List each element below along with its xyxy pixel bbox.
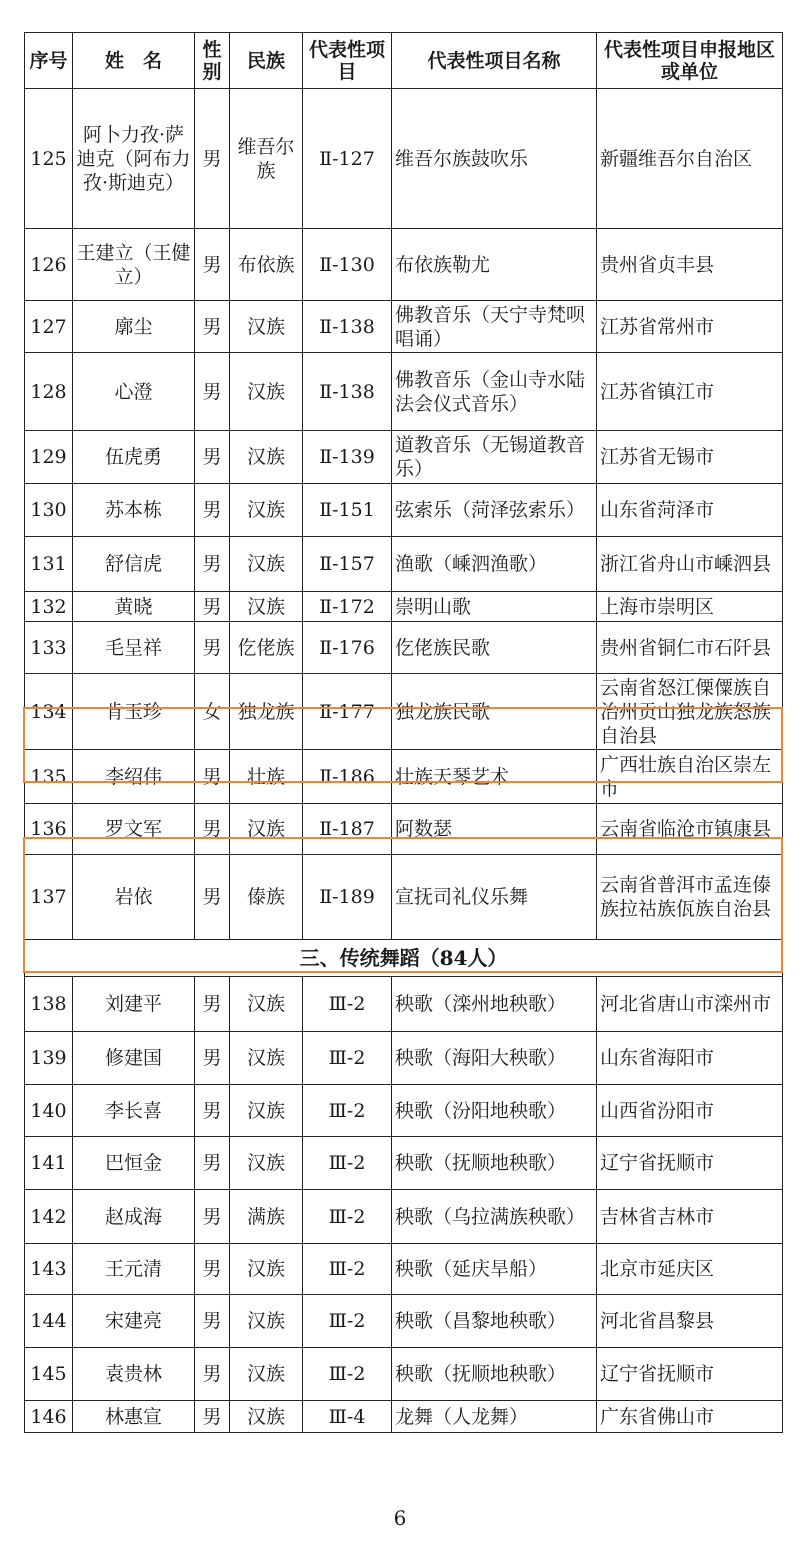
page-number: 6 xyxy=(393,1506,407,1530)
cell-region: 辽宁省抚顺市 xyxy=(597,1137,783,1190)
inheritors-table xyxy=(24,32,783,1433)
cell-ethnicity: 汉族 xyxy=(230,804,303,855)
cell-name: 李绍伟 xyxy=(73,750,195,804)
cell-region: 河北省唐山市滦州市 xyxy=(597,977,783,1032)
cell-no: 139 xyxy=(25,1032,73,1085)
cell-code: Ⅱ-187 xyxy=(303,804,392,855)
table-body-music xyxy=(25,89,783,940)
cell-region: 广东省佛山市 xyxy=(597,1401,783,1433)
cell-project: 秧歌（乌拉满族秧歌） xyxy=(392,1190,597,1244)
cell-no: 130 xyxy=(25,484,73,537)
table-row xyxy=(25,353,783,431)
cell-gender: 男 xyxy=(195,592,230,622)
cell-gender: 男 xyxy=(195,1032,230,1085)
cell-ethnicity: 汉族 xyxy=(230,1348,303,1401)
cell-gender: 男 xyxy=(195,622,230,674)
cell-name: 肯玉珍 xyxy=(73,674,195,750)
table-row xyxy=(25,855,783,940)
cell-gender: 男 xyxy=(195,89,230,229)
cell-no: 131 xyxy=(25,537,73,592)
cell-no: 132 xyxy=(25,592,73,622)
cell-region: 江苏省镇江市 xyxy=(597,353,783,431)
table-row xyxy=(25,1190,783,1244)
cell-code: Ⅲ-2 xyxy=(303,977,392,1032)
cell-region: 广西壮族自治区崇左市 xyxy=(597,750,783,804)
cell-no: 134 xyxy=(25,674,73,750)
cell-ethnicity: 仡佬族 xyxy=(230,622,303,674)
cell-name: 林惠宣 xyxy=(73,1401,195,1433)
cell-code: Ⅲ-2 xyxy=(303,1348,392,1401)
cell-gender: 男 xyxy=(195,1295,230,1348)
cell-project: 秧歌（延庆旱船） xyxy=(392,1244,597,1295)
cell-ethnicity: 汉族 xyxy=(230,431,303,484)
cell-code: Ⅱ-176 xyxy=(303,622,392,674)
cell-no: 144 xyxy=(25,1295,73,1348)
cell-project: 弦索乐（菏泽弦索乐） xyxy=(392,484,597,537)
cell-region: 贵州省贞丰县 xyxy=(597,229,783,301)
cell-name: 赵成海 xyxy=(73,1190,195,1244)
cell-region: 贵州省铜仁市石阡县 xyxy=(597,622,783,674)
cell-name: 岩依 xyxy=(73,855,195,940)
header-code: 代表性项目 xyxy=(303,33,392,89)
cell-gender: 男 xyxy=(195,1190,230,1244)
cell-ethnicity: 满族 xyxy=(230,1190,303,1244)
header-project: 代表性项目名称 xyxy=(392,33,597,89)
cell-gender: 男 xyxy=(195,750,230,804)
cell-code: Ⅱ-186 xyxy=(303,750,392,804)
cell-region: 新疆维吾尔自治区 xyxy=(597,89,783,229)
cell-code: Ⅱ-139 xyxy=(303,431,392,484)
cell-code: Ⅱ-157 xyxy=(303,537,392,592)
cell-project: 维吾尔族鼓吹乐 xyxy=(392,89,597,229)
cell-name: 李长喜 xyxy=(73,1085,195,1137)
cell-ethnicity: 汉族 xyxy=(230,353,303,431)
table-row xyxy=(25,484,783,537)
cell-region: 浙江省舟山市嵊泗县 xyxy=(597,537,783,592)
cell-name: 王元清 xyxy=(73,1244,195,1295)
section-row xyxy=(25,940,783,977)
cell-code: Ⅱ-189 xyxy=(303,855,392,940)
table-row xyxy=(25,750,783,804)
table-row xyxy=(25,431,783,484)
cell-project: 佛教音乐（金山寺水陆法会仪式音乐） xyxy=(392,353,597,431)
cell-no: 138 xyxy=(25,977,73,1032)
cell-region: 云南省怒江傈僳族自治州贡山独龙族怒族自治县 xyxy=(597,674,783,750)
cell-region: 江苏省无锡市 xyxy=(597,431,783,484)
cell-ethnicity: 汉族 xyxy=(230,1085,303,1137)
cell-project: 壮族天琴艺术 xyxy=(392,750,597,804)
cell-ethnicity: 汉族 xyxy=(230,592,303,622)
cell-region: 上海市崇明区 xyxy=(597,592,783,622)
cell-ethnicity: 汉族 xyxy=(230,1401,303,1433)
cell-name: 罗文军 xyxy=(73,804,195,855)
cell-ethnicity: 壮族 xyxy=(230,750,303,804)
cell-name: 心澄 xyxy=(73,353,195,431)
cell-project: 秧歌（抚顺地秧歌） xyxy=(392,1137,597,1190)
cell-name: 阿卜力孜·萨迪克（阿布力孜·斯迪克） xyxy=(73,89,195,229)
cell-no: 133 xyxy=(25,622,73,674)
cell-region: 云南省普洱市孟连傣族拉祜族佤族自治县 xyxy=(597,855,783,940)
cell-region: 吉林省吉林市 xyxy=(597,1190,783,1244)
cell-no: 127 xyxy=(25,301,73,353)
cell-region: 辽宁省抚顺市 xyxy=(597,1348,783,1401)
cell-ethnicity: 汉族 xyxy=(230,977,303,1032)
cell-gender: 男 xyxy=(195,1401,230,1433)
cell-gender: 男 xyxy=(195,804,230,855)
cell-no: 129 xyxy=(25,431,73,484)
cell-region: 山东省菏泽市 xyxy=(597,484,783,537)
cell-gender: 男 xyxy=(195,229,230,301)
cell-no: 137 xyxy=(25,855,73,940)
cell-gender: 女 xyxy=(195,674,230,750)
cell-code: Ⅲ-2 xyxy=(303,1085,392,1137)
table-row xyxy=(25,674,783,750)
cell-code: Ⅲ-2 xyxy=(303,1032,392,1085)
cell-gender: 男 xyxy=(195,431,230,484)
header-no: 序号 xyxy=(25,33,73,89)
cell-name: 黄晓 xyxy=(73,592,195,622)
cell-ethnicity: 汉族 xyxy=(230,1137,303,1190)
cell-project: 渔歌（嵊泗渔歌） xyxy=(392,537,597,592)
section-dance xyxy=(25,940,783,977)
cell-gender: 男 xyxy=(195,301,230,353)
header-name: 姓 名 xyxy=(73,33,195,89)
header-gender: 性别 xyxy=(195,33,230,89)
cell-gender: 男 xyxy=(195,1348,230,1401)
cell-name: 袁贵林 xyxy=(73,1348,195,1401)
cell-code: Ⅱ-151 xyxy=(303,484,392,537)
cell-gender: 男 xyxy=(195,855,230,940)
cell-code: Ⅲ-2 xyxy=(303,1190,392,1244)
table-row xyxy=(25,1137,783,1190)
cell-project: 秧歌（汾阳地秧歌） xyxy=(392,1085,597,1137)
cell-project: 宣抚司礼仪乐舞 xyxy=(392,855,597,940)
cell-project: 道教音乐（无锡道教音乐） xyxy=(392,431,597,484)
cell-ethnicity: 汉族 xyxy=(230,1295,303,1348)
table-row xyxy=(25,1295,783,1348)
cell-ethnicity: 傣族 xyxy=(230,855,303,940)
cell-project: 佛教音乐（天宁寺梵呗唱诵） xyxy=(392,301,597,353)
cell-ethnicity: 汉族 xyxy=(230,301,303,353)
cell-no: 126 xyxy=(25,229,73,301)
cell-gender: 男 xyxy=(195,484,230,537)
table-body-dance xyxy=(25,977,783,1433)
cell-name: 修建国 xyxy=(73,1032,195,1085)
cell-code: Ⅲ-2 xyxy=(303,1295,392,1348)
cell-project: 秧歌（滦州地秧歌） xyxy=(392,977,597,1032)
cell-ethnicity: 独龙族 xyxy=(230,674,303,750)
cell-no: 140 xyxy=(25,1085,73,1137)
cell-project: 秧歌（海阳大秧歌） xyxy=(392,1032,597,1085)
cell-name: 毛呈祥 xyxy=(73,622,195,674)
header-row xyxy=(25,33,783,89)
cell-code: Ⅱ-127 xyxy=(303,89,392,229)
cell-project: 仡佬族民歌 xyxy=(392,622,597,674)
table-row xyxy=(25,1401,783,1433)
cell-gender: 男 xyxy=(195,353,230,431)
table-row xyxy=(25,1244,783,1295)
cell-no: 143 xyxy=(25,1244,73,1295)
cell-name: 王建立（王健立） xyxy=(73,229,195,301)
table-row xyxy=(25,537,783,592)
cell-project: 龙舞（人龙舞） xyxy=(392,1401,597,1433)
cell-no: 141 xyxy=(25,1137,73,1190)
cell-ethnicity: 布依族 xyxy=(230,229,303,301)
cell-region: 北京市延庆区 xyxy=(597,1244,783,1295)
cell-gender: 男 xyxy=(195,537,230,592)
cell-name: 巴恒金 xyxy=(73,1137,195,1190)
cell-region: 山西省汾阳市 xyxy=(597,1085,783,1137)
cell-no: 125 xyxy=(25,89,73,229)
table-row xyxy=(25,1032,783,1085)
cell-no: 142 xyxy=(25,1190,73,1244)
cell-no: 135 xyxy=(25,750,73,804)
cell-project: 独龙族民歌 xyxy=(392,674,597,750)
cell-name: 刘建平 xyxy=(73,977,195,1032)
cell-no: 136 xyxy=(25,804,73,855)
cell-ethnicity: 汉族 xyxy=(230,1032,303,1085)
table-row xyxy=(25,89,783,229)
cell-no: 146 xyxy=(25,1401,73,1433)
table-row xyxy=(25,301,783,353)
table-row xyxy=(25,804,783,855)
cell-ethnicity: 汉族 xyxy=(230,537,303,592)
cell-gender: 男 xyxy=(195,1244,230,1295)
cell-region: 河北省昌黎县 xyxy=(597,1295,783,1348)
cell-region: 江苏省常州市 xyxy=(597,301,783,353)
cell-name: 伍虎勇 xyxy=(73,431,195,484)
cell-ethnicity: 维吾尔族 xyxy=(230,89,303,229)
table-row xyxy=(25,229,783,301)
cell-gender: 男 xyxy=(195,1137,230,1190)
cell-gender: 男 xyxy=(195,1085,230,1137)
cell-name: 廓尘 xyxy=(73,301,195,353)
table-row xyxy=(25,977,783,1032)
cell-name: 舒信虎 xyxy=(73,537,195,592)
cell-code: Ⅱ-177 xyxy=(303,674,392,750)
table-row xyxy=(25,1085,783,1137)
cell-name: 苏本栋 xyxy=(73,484,195,537)
cell-project: 秧歌（昌黎地秧歌） xyxy=(392,1295,597,1348)
cell-ethnicity: 汉族 xyxy=(230,484,303,537)
cell-code: Ⅲ-4 xyxy=(303,1401,392,1433)
cell-code: Ⅲ-2 xyxy=(303,1244,392,1295)
cell-no: 145 xyxy=(25,1348,73,1401)
cell-gender: 男 xyxy=(195,977,230,1032)
cell-name: 宋建亮 xyxy=(73,1295,195,1348)
cell-code: Ⅱ-172 xyxy=(303,592,392,622)
table-row xyxy=(25,1348,783,1401)
table-row xyxy=(25,592,783,622)
header-region: 代表性项目申报地区或单位 xyxy=(597,33,783,89)
cell-project: 秧歌（抚顺地秧歌） xyxy=(392,1348,597,1401)
cell-region: 云南省临沧市镇康县 xyxy=(597,804,783,855)
table-row xyxy=(25,622,783,674)
cell-region: 山东省海阳市 xyxy=(597,1032,783,1085)
cell-ethnicity: 汉族 xyxy=(230,1244,303,1295)
cell-code: Ⅲ-2 xyxy=(303,1137,392,1190)
cell-project: 崇明山歌 xyxy=(392,592,597,622)
section-title: 三、传统舞蹈（84人） xyxy=(25,940,783,977)
header-ethnicity: 民族 xyxy=(230,33,303,89)
cell-project: 布依族勒尤 xyxy=(392,229,597,301)
cell-code: Ⅱ-130 xyxy=(303,229,392,301)
cell-project: 阿数瑟 xyxy=(392,804,597,855)
cell-no: 128 xyxy=(25,353,73,431)
cell-code: Ⅱ-138 xyxy=(303,353,392,431)
cell-code: Ⅱ-138 xyxy=(303,301,392,353)
